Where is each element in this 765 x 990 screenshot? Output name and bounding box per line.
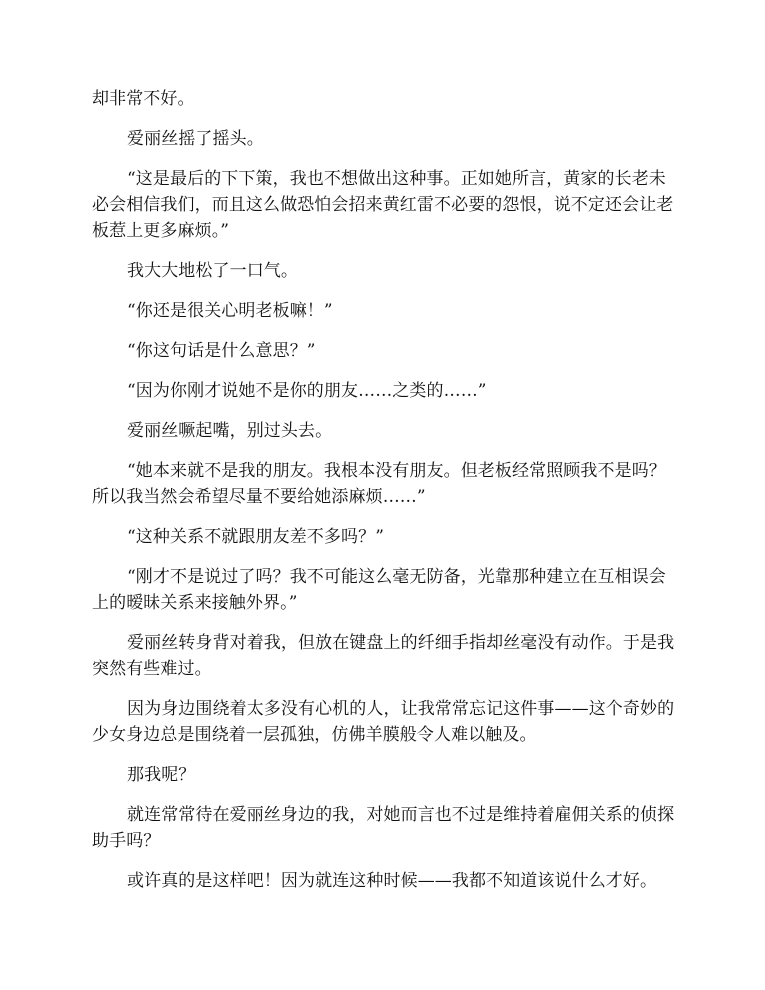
paragraph-14: 那我呢？	[127, 765, 196, 785]
paragraph-8: 爱丽丝噘起嘴，别过头去。	[127, 421, 333, 441]
paragraph-11: “刚才不是说过了吗？我不可能这么毫无防备，光靠那种建立在互相误会上的暧昧关系来接触外界。”	[92, 567, 666, 613]
paragraph-4: 我大大地松了一口气。	[127, 261, 298, 281]
paragraph-9: “她本来就不是我的朋友。我根本没有朋友。但老板经常照顾我不是吗？所以我当然会希望尽量不要给她添麻烦……”	[92, 461, 666, 507]
paragraph-7: “因为你刚才说她不是你的朋友……之类的……”	[127, 381, 487, 401]
paragraph-12: 爱丽丝转身背对着我，但放在键盘上的纤细手指却丝毫没有动作。于是我突然有些难过。	[92, 633, 675, 679]
paragraph-16: 或许真的是这样吧！因为就连这种时候——我都不知道该说什么才好。	[127, 871, 658, 891]
paragraph-6: “你这句话是什么意思？”	[127, 341, 316, 361]
paragraph-1: 却非常不好。	[92, 89, 195, 109]
paragraph-3: “这是最后的下下策，我也不想做出这种事。正如她所言，黄家的长老未必会相信我们，而且这么做恐怕会招来黄红雷不必要的怨恨，说不定还会让老板惹上更多麻烦。”	[92, 169, 674, 241]
body-text	[92, 86, 676, 908]
paragraph-2: 爱丽丝摇了摇头。	[127, 129, 264, 149]
paragraph-10: “这种关系不就跟朋友差不多吗？”	[127, 527, 384, 547]
paragraph-13: 因为身边围绕着太多没有心机的人，让我常常忘记这件事——这个奇妙的少女身边总是围绕着一层孤独，仿佛羊膜般令人难以触及。	[92, 699, 675, 745]
paragraph-15: 就连常常待在爱丽丝身边的我，对她而言也不过是维持着雇佣关系的侦探助手吗？	[92, 805, 675, 851]
paragraph-5: “你还是很关心明老板嘛！”	[127, 301, 333, 321]
